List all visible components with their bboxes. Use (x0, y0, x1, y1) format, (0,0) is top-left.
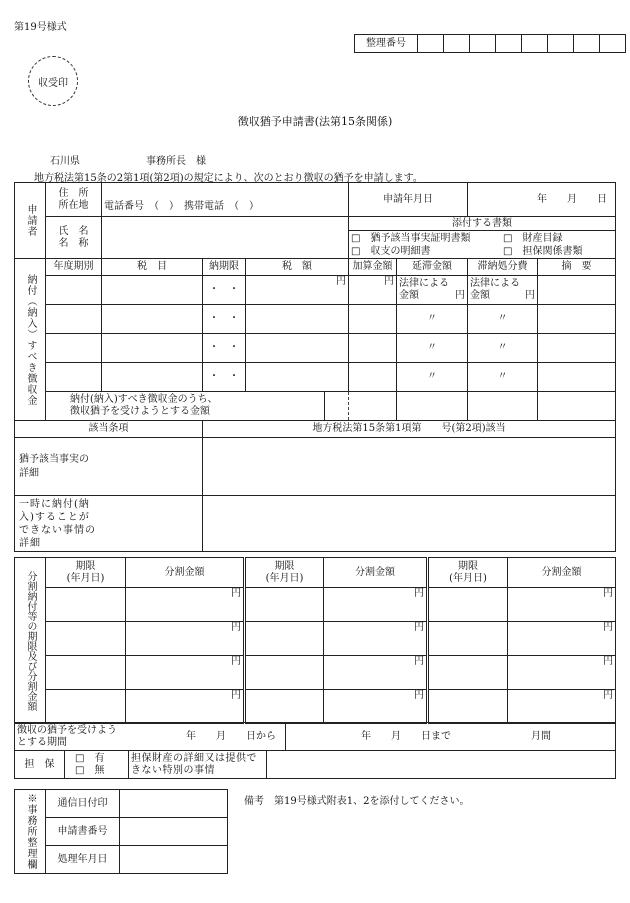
tax-amount-cell[interactable] (246, 334, 349, 363)
tax-row (15, 334, 616, 363)
installment-deadline-header (428, 558, 508, 588)
installment-amount-cell[interactable]: 円 (324, 588, 428, 622)
collateral-detail-field[interactable] (267, 751, 616, 779)
installment-amount-cell[interactable]: 円 (508, 690, 616, 724)
due-date-cell[interactable]: ・ ・ (203, 305, 246, 334)
article-label: 該当条項 (15, 421, 203, 438)
deferral-total-additional[interactable] (349, 392, 397, 421)
tax-amount-cell[interactable] (246, 305, 349, 334)
period-from: 年 月 日から (186, 731, 277, 742)
delinquency-amount-cell[interactable]: 〃 (397, 305, 468, 334)
deadline-header-line2: (年月日) (66, 572, 105, 584)
delinquency-amount-cell[interactable]: 〃 (397, 334, 468, 363)
disposition-cost-cell[interactable]: 〃 (468, 305, 538, 334)
reason-field[interactable] (203, 496, 616, 552)
serial-digit[interactable] (444, 35, 470, 53)
prefecture: 石川県 (50, 156, 80, 167)
by-law-text: 法律による (399, 278, 449, 289)
disposition-cost-cell[interactable] (468, 276, 538, 305)
address-field[interactable] (102, 183, 349, 217)
yen-label: 円 (455, 290, 465, 301)
installment-deadline-cell[interactable] (46, 622, 126, 656)
collateral-label: 担 保 (15, 751, 65, 779)
name-label-line1: 氏 名 (58, 225, 89, 237)
additional-amount-cell[interactable]: 円 (349, 276, 397, 305)
name-label-line2: 名 称 (58, 237, 89, 249)
remarks-cell[interactable] (538, 334, 616, 363)
installment-deadline-cell[interactable] (46, 690, 126, 724)
installment-table (14, 557, 616, 724)
header-tax-amount: 税 額 (246, 259, 349, 276)
disposition-cost-cell[interactable]: 〃 (468, 363, 538, 392)
collateral-no-checkbox[interactable]: □ 無 (75, 764, 105, 776)
address-label (46, 183, 102, 217)
header-additional-amount: 加算金額 (349, 259, 397, 276)
application-date-label: 申請年月日 (349, 183, 468, 217)
installment-deadline-cell[interactable] (428, 622, 508, 656)
installment-amount-cell[interactable]: 円 (508, 588, 616, 622)
fiscal-year-cell[interactable] (46, 276, 102, 305)
installment-deadline-cell[interactable] (245, 656, 324, 690)
facts-label-text: 猶予該当事実の詳細 (19, 453, 89, 479)
tax-section-label: 納付（納入）すべき徴収金 (15, 259, 46, 421)
office-head: 事務所長 様 (146, 156, 206, 167)
intro-text: 地方税法第15条の2第1項(第2項)の規定により、次のとおり徴収の猶予を申請します。 (34, 173, 423, 184)
installment-amount-header: 分割金額 (508, 558, 616, 588)
deferral-total-label (46, 392, 325, 421)
amount-line (470, 290, 535, 302)
deadline-header-line1: 期限 (458, 560, 478, 572)
due-date-cell[interactable]: ・ ・ (203, 363, 246, 392)
additional-amount-cell[interactable] (349, 334, 397, 363)
attachments-row (351, 232, 613, 245)
collateral-options (65, 751, 129, 779)
collateral-detail-label: 担保財産の詳細又は提供できない特別の事情 (129, 751, 267, 779)
installment-amount-cell[interactable]: 円 (126, 656, 245, 690)
application-table (14, 182, 616, 552)
installment-deadline-cell[interactable] (428, 588, 508, 622)
installment-row (15, 622, 616, 656)
note-text: 備考 第19号様式附表1、2を添付してください。 (244, 796, 470, 807)
deferral-period-label-text: 徴収の猶予を受けようとする期間 (17, 724, 117, 748)
serial-digit[interactable] (600, 35, 626, 53)
installment-deadline-cell[interactable] (46, 588, 126, 622)
name-label (46, 217, 102, 259)
deferral-period-field[interactable] (186, 723, 616, 751)
installment-amount-cell[interactable]: 円 (126, 588, 245, 622)
reason-label-text: 一時に納付(納入)することができない事情の詳細 (19, 498, 96, 549)
fiscal-year-cell[interactable] (46, 334, 102, 363)
serial-digit[interactable] (574, 35, 600, 53)
header-fiscal-year: 年度期別 (46, 259, 102, 276)
office-use-table (14, 789, 228, 874)
remarks-cell[interactable] (538, 276, 616, 305)
remarks-cell[interactable] (538, 305, 616, 334)
deadline-header-line2: (年月日) (449, 572, 487, 584)
attachments-row (351, 245, 613, 258)
serial-digit[interactable] (496, 35, 522, 53)
collateral-table (14, 750, 616, 779)
office-row-field[interactable] (120, 846, 228, 874)
installment-deadline-header (46, 558, 126, 588)
address-label-line1: 住 所 (58, 187, 89, 199)
amount-line (399, 290, 465, 302)
serial-number-label: 整理番号 (355, 35, 418, 53)
disposition-cost-cell[interactable]: 〃 (468, 334, 538, 363)
serial-digit[interactable] (548, 35, 574, 53)
office-row-label: 処理年月日 (46, 846, 120, 874)
installment-amount-cell[interactable]: 円 (508, 656, 616, 690)
installment-row (15, 656, 616, 690)
installment-deadline-cell[interactable] (46, 656, 126, 690)
serial-digit[interactable] (522, 35, 548, 53)
header-tax-item: 税 目 (102, 259, 203, 276)
installment-row (15, 588, 616, 622)
installment-amount-header: 分割金額 (126, 558, 245, 588)
installment-deadline-cell[interactable] (428, 690, 508, 724)
tax-item-cell[interactable] (102, 334, 203, 363)
tax-row (15, 363, 616, 392)
installment-deadline-cell[interactable] (245, 690, 324, 724)
installment-amount-cell[interactable]: 円 (324, 656, 428, 690)
header-due-date: 納期限 (203, 259, 246, 276)
page-title: 徴収猶予申請書(法第15条関係) (237, 115, 393, 128)
tax-row (15, 305, 616, 334)
installment-amount-cell[interactable]: 円 (126, 690, 245, 724)
installment-amount-cell[interactable]: 円 (324, 622, 428, 656)
applicant-section-label: 申請者 (15, 183, 46, 259)
header-remarks: 摘 要 (538, 259, 616, 276)
office-row-field[interactable] (120, 818, 228, 846)
due-date-cell[interactable]: ・ ・ (203, 334, 246, 363)
office-row-field[interactable] (120, 790, 228, 818)
tax-item-cell[interactable] (102, 305, 203, 334)
additional-amount-cell[interactable] (349, 363, 397, 392)
fiscal-year-cell[interactable] (46, 363, 102, 392)
installment-deadline-cell[interactable] (428, 656, 508, 690)
tax-amount-cell[interactable]: 円 (246, 276, 349, 305)
tax-amount-cell[interactable] (246, 363, 349, 392)
serial-number-box (354, 34, 626, 53)
installment-section-label: 分割納付等の期限及び分割金額 (15, 558, 46, 724)
tax-row (15, 276, 616, 305)
attachments-title: 添付する書類 (349, 217, 616, 231)
fiscal-year-cell[interactable] (46, 305, 102, 334)
form-number: 第19号様式 (14, 22, 67, 33)
office-use-label: ※事務所整理欄 (15, 790, 46, 874)
reason-label (15, 496, 203, 552)
name-field[interactable] (102, 217, 349, 259)
deadline-header-line1: 期限 (75, 560, 96, 572)
period-collateral-table (14, 722, 616, 751)
tax-item-cell[interactable] (102, 363, 203, 392)
office-row-label: 申請書番号 (46, 818, 120, 846)
deadline-header-line1: 期限 (274, 560, 295, 572)
yen-label: 円 (525, 290, 535, 301)
facts-field[interactable] (203, 438, 616, 496)
facts-label (15, 438, 203, 496)
installment-amount-header: 分割金額 (324, 558, 428, 588)
installment-amount-cell[interactable]: 円 (508, 622, 616, 656)
period-to: 年 月 日まで (361, 731, 452, 742)
collateral-yes-checkbox[interactable]: □ 有 (75, 752, 105, 764)
attachment-checkbox[interactable]: □ 収支の明細書 (351, 245, 431, 257)
due-date-cell[interactable]: ・ ・ (203, 276, 246, 305)
installment-deadline-header (245, 558, 324, 588)
delinquency-amount-cell[interactable] (397, 276, 468, 305)
deferral-total-line2: 徴収猶予を受けようとする金額 (70, 406, 210, 417)
serial-digit[interactable] (470, 35, 496, 53)
phone-label: 電話番号 （ ） 携帯電話 （ ） (104, 201, 259, 212)
tax-item-cell[interactable] (102, 276, 203, 305)
installment-amount-cell[interactable]: 円 (126, 622, 245, 656)
installment-amount-cell[interactable]: 円 (324, 690, 428, 724)
period-months: 月間 (531, 731, 552, 742)
remarks-cell[interactable] (538, 363, 616, 392)
article-value[interactable]: 地方税法第15条第1項第 号(第2項)該当 (203, 421, 616, 438)
installment-deadline-cell[interactable] (245, 622, 324, 656)
serial-digit[interactable] (418, 35, 444, 53)
header-delinquency-amount: 延滞金額 (397, 259, 468, 276)
deadline-header-line2: (年月日) (265, 572, 304, 584)
deferral-total-amount[interactable] (325, 392, 349, 421)
header-disposition-cost: 滞納処分費 (468, 259, 538, 276)
attachment-checkbox[interactable]: □ 猶予該当事実証明書類 (351, 232, 471, 244)
installment-row (15, 690, 616, 724)
deferral-total-disposition[interactable] (468, 392, 538, 421)
deferral-total-line1: 納付(納入)すべき徴収金のうち、 (70, 394, 218, 405)
receipt-stamp-label: 収受印 (38, 77, 68, 89)
attachment-checkbox[interactable]: □ 財産目録 (503, 232, 563, 244)
attachment-checkbox[interactable]: □ 担保関係書類 (503, 245, 583, 257)
receipt-stamp (28, 56, 78, 106)
office-row-label: 通信日付印 (46, 790, 120, 818)
deferral-total-delinquency[interactable] (397, 392, 468, 421)
by-law-text: 法律による (470, 278, 520, 289)
address-label-line2: 所在地 (58, 199, 89, 211)
delinquency-amount-cell[interactable]: 〃 (397, 363, 468, 392)
application-date-field[interactable]: 年 月 日 (468, 183, 616, 217)
attachments-list (349, 231, 616, 259)
amount-label: 金額 (399, 290, 419, 301)
amount-label: 金額 (470, 290, 490, 301)
additional-amount-cell[interactable] (349, 305, 397, 334)
installment-deadline-cell[interactable] (245, 588, 324, 622)
deferral-total-remarks[interactable] (538, 392, 616, 421)
